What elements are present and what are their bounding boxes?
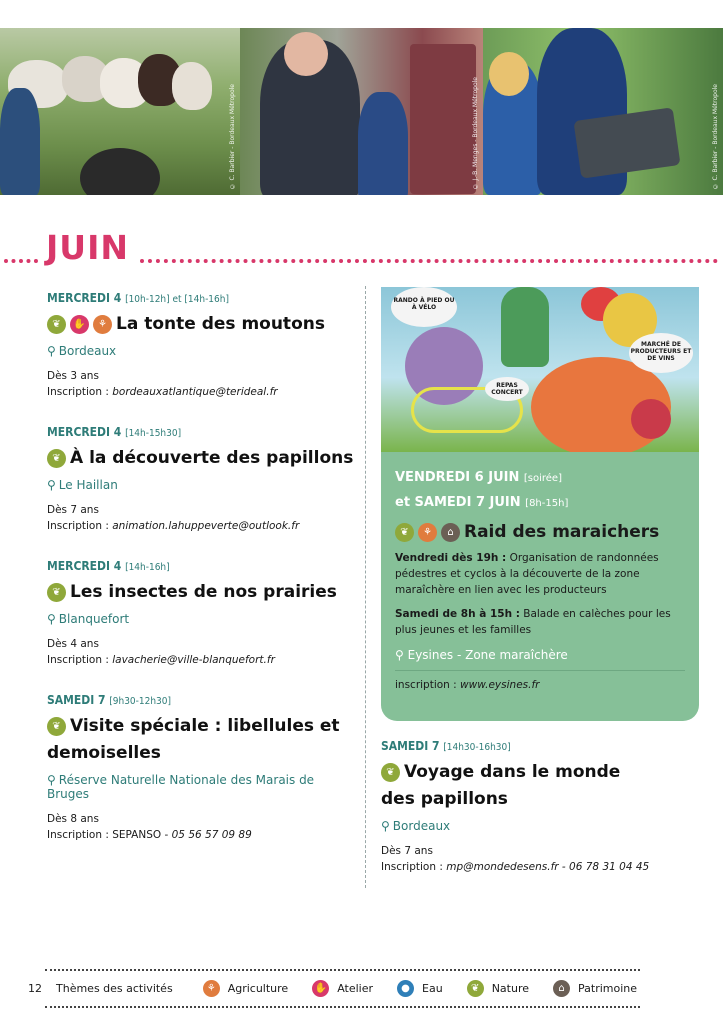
- photo-credit: © C. Barbier - Bordeaux Métropole: [712, 83, 719, 189]
- location-pin-icon: ⚲: [381, 819, 390, 833]
- event-description-friday: Vendredi dès 19h : Organisation de randonnées pédestres et cyclos à la découverte de la zone maraîchère en lien avec les producteurs: [395, 552, 659, 596]
- location-pin-icon: ⚲: [47, 773, 56, 787]
- event-age: Dès 7 ans: [47, 504, 99, 516]
- event-location: ⚲ Bordeaux: [381, 819, 451, 833]
- event-location: ⚲ Le Haillan: [47, 478, 118, 492]
- legend-agriculture: ⚘ Agriculture: [203, 980, 289, 997]
- themes-legend: [28, 976, 661, 1000]
- event-location: ⚲ Eysines - Zone maraîchère: [395, 648, 568, 662]
- nature-icon: ❦: [395, 523, 414, 542]
- nature-icon: ❦: [381, 763, 400, 782]
- event-location: ⚲ Blanquefort: [47, 612, 130, 626]
- inscription-email-link[interactable]: animation.lahuppeverte@outlook.fr: [112, 520, 300, 532]
- radish-character: [631, 399, 671, 439]
- location-pin-icon: ⚲: [47, 344, 56, 358]
- dotted-divider: [140, 259, 718, 263]
- atelier-icon: ✋: [70, 315, 89, 334]
- location-pin-icon: ⚲: [47, 612, 56, 626]
- location-pin-icon: ⚲: [47, 478, 56, 492]
- event-date: MERCREDI 4 [14h-16h]: [47, 559, 170, 573]
- agriculture-icon: ⚘: [418, 523, 437, 542]
- event-date: MERCREDI 4 [10h-12h] et [14h-16h]: [47, 291, 229, 305]
- event-title: La tonte des moutons: [116, 314, 325, 334]
- inscription-contact-link[interactable]: mp@mondedesens.fr - 06 78 31 04 45: [446, 861, 650, 873]
- event-date: SAMEDI 7 [14h30-16h30]: [381, 739, 511, 753]
- patrimoine-icon: ⌂: [553, 980, 570, 997]
- event-date-second: et SAMEDI 7 JUIN [8h-15h]: [395, 495, 569, 510]
- festival-illustration: [381, 287, 699, 452]
- event-title-continued: demoiselles: [47, 743, 161, 763]
- patrimoine-icon: ⌂: [441, 523, 460, 542]
- nature-icon: ❦: [47, 315, 66, 334]
- photo-credit: © C. Barbier - Bordeaux Métropole: [229, 83, 236, 189]
- dotted-divider: [4, 259, 38, 263]
- legend-atelier: ✋ Atelier: [312, 980, 373, 997]
- event-inscription: Inscription : animation.lahuppeverte@outlook.fr: [47, 520, 300, 532]
- legend-label: Thèmes des activités: [56, 981, 173, 995]
- event-papillons: [47, 425, 357, 534]
- event-libellules: [47, 693, 357, 843]
- event-description-saturday: Samedi de 8h à 15h : Balade en calèches pour les plus jeunes et les familles: [395, 608, 671, 636]
- event-age: Dès 3 ans: [47, 370, 99, 382]
- event-voyage-papillons: [381, 739, 701, 875]
- event-date: VENDREDI 6 JUIN [soirée]: [395, 470, 562, 485]
- event-title-continued: des papillons: [381, 789, 508, 809]
- location-pin-icon: ⚲: [395, 648, 404, 662]
- photo-children: [483, 28, 723, 195]
- event-age: Dès 8 ans: [47, 813, 99, 825]
- event-inscription: Inscription : mp@mondedesens.fr - 06 78 31 04 45: [381, 861, 650, 873]
- photo-binoculars: [240, 28, 483, 195]
- photo-strip: [0, 28, 723, 195]
- footer-divider: [45, 1006, 640, 1008]
- photo-credit: © J.-B. Menges - Bordeaux Métropole: [472, 76, 479, 189]
- nature-icon: ❦: [467, 980, 484, 997]
- event-inscription: Inscription : SEPANSO - 05 56 57 09 89: [47, 829, 252, 841]
- event-age: Dès 4 ans: [47, 638, 99, 650]
- event-location: ⚲ Réserve Naturelle Nationale des Marais de Bruges: [47, 773, 315, 801]
- event-location: ⚲ Bordeaux: [47, 344, 117, 358]
- nature-icon: ❦: [47, 449, 66, 468]
- event-title: Visite spéciale : libellules et: [70, 716, 340, 736]
- event-title: À la découverte des papillons: [70, 448, 354, 468]
- photo-sheep: [0, 28, 240, 195]
- card-divider: [395, 670, 685, 671]
- agriculture-icon: ⚘: [203, 980, 220, 997]
- event-tonte-moutons: [47, 291, 357, 400]
- water-drop-icon: ●: [397, 980, 414, 997]
- event-title: Voyage dans le monde: [404, 762, 621, 782]
- legend-patrimoine: ⌂ Patrimoine: [553, 980, 637, 997]
- event-date: SAMEDI 7 [9h30-12h30]: [47, 693, 171, 707]
- page-number: 12: [28, 981, 42, 995]
- month-title: JUIN: [46, 228, 129, 267]
- event-insectes: [47, 559, 357, 668]
- event-date: MERCREDI 4 [14h-15h30]: [47, 425, 182, 439]
- inscription-email-link[interactable]: lavacherie@ville-blanquefort.fr: [112, 654, 275, 666]
- speech-bubble: RANDO À PIED OU À VÉLO: [391, 287, 457, 327]
- nature-icon: ❦: [47, 717, 66, 736]
- event-inscription: inscription : www.eysines.fr: [395, 679, 540, 691]
- event-inscription: Inscription : lavacherie@ville-blanquefort.fr: [47, 654, 275, 666]
- inscription-phone-link[interactable]: 05 56 57 09 89: [171, 829, 252, 841]
- month-header: [0, 228, 723, 268]
- speech-bubble: REPAS CONCERT: [485, 377, 529, 401]
- footer-divider: [45, 969, 640, 971]
- speech-bubble: MARCHÉ DE PRODUCTEURS ET DE VINS: [629, 333, 693, 373]
- agriculture-icon: ⚘: [93, 315, 112, 334]
- inscription-email-link[interactable]: bordeauxatlantique@terideal.fr: [112, 386, 278, 398]
- nature-icon: ❦: [47, 583, 66, 602]
- event-inscription: Inscription : bordeauxatlantique@terideal.fr: [47, 386, 278, 398]
- event-title: Les insectes de nos prairies: [70, 582, 337, 602]
- event-age: Dès 7 ans: [381, 845, 433, 857]
- featured-event-card: [381, 287, 699, 721]
- inscription-website-link[interactable]: www.eysines.fr: [460, 679, 540, 691]
- event-title: Raid des maraichers: [464, 522, 660, 542]
- column-divider: [365, 286, 366, 888]
- atelier-icon: ✋: [312, 980, 329, 997]
- leek-character: [501, 287, 549, 367]
- legend-eau: ● Eau: [397, 980, 443, 997]
- legend-nature: ❦ Nature: [467, 980, 529, 997]
